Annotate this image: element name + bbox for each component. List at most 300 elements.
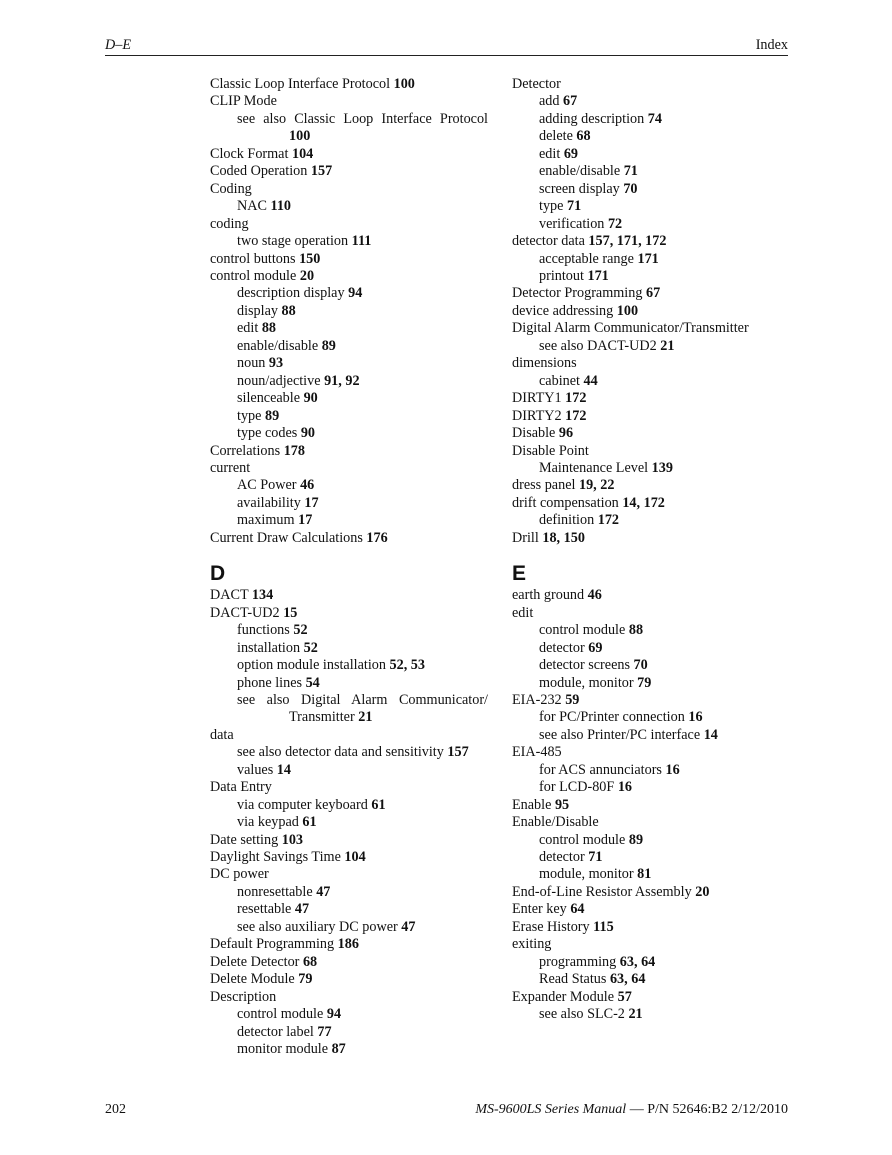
index-entry bbox=[210, 425, 488, 442]
index-term: Read Status bbox=[539, 971, 607, 988]
index-page-refs: 176 bbox=[366, 529, 388, 546]
index-term: type bbox=[539, 198, 564, 215]
index-term: functions bbox=[237, 622, 290, 639]
index-page-refs: 71 bbox=[623, 163, 638, 180]
index-entry bbox=[512, 936, 790, 953]
index-term: Coding bbox=[210, 180, 252, 197]
index-page-refs: 90 bbox=[300, 425, 316, 442]
index-entry bbox=[512, 216, 790, 233]
index-term: dress panel bbox=[512, 477, 576, 494]
index-entry bbox=[512, 797, 790, 814]
index-term: DACT-UD2 bbox=[210, 604, 280, 621]
index-entry bbox=[210, 512, 488, 529]
footer-manual-title: MS-9600LS Series Manual bbox=[475, 1102, 627, 1117]
index-term: see also Digital Alarm Communicator/ bbox=[237, 691, 488, 708]
index-entry bbox=[512, 530, 790, 547]
section-heading-e: E bbox=[512, 562, 527, 586]
index-entry bbox=[210, 744, 488, 761]
index-term: for ACS annunciators bbox=[539, 761, 662, 778]
index-entry bbox=[512, 373, 790, 390]
index-term: see also auxiliary DC power bbox=[237, 918, 398, 935]
index-term: detector bbox=[539, 849, 585, 866]
index-page-refs: 87 bbox=[331, 1041, 346, 1058]
index-page-refs: 139 bbox=[651, 459, 673, 476]
index-term: see also DACT-UD2 bbox=[539, 337, 657, 354]
index-term: adding description bbox=[539, 110, 645, 127]
index-term: monitor module bbox=[237, 1041, 329, 1058]
index-entry bbox=[512, 303, 790, 320]
index-term: Date setting bbox=[210, 831, 279, 848]
index-entry bbox=[210, 373, 488, 390]
index-entry bbox=[512, 832, 790, 849]
page-number: 202 bbox=[105, 1102, 126, 1117]
index-entry bbox=[210, 709, 488, 726]
index-term: control module bbox=[237, 1006, 324, 1023]
index-page-refs: 47 bbox=[401, 918, 416, 935]
index-page-refs: 88 bbox=[261, 320, 277, 337]
index-term: display bbox=[237, 302, 278, 319]
index-page-refs: 21 bbox=[660, 337, 675, 354]
index-entry bbox=[512, 390, 790, 407]
index-term: Classic Loop Interface Protocol bbox=[210, 76, 391, 92]
index-entry bbox=[210, 285, 488, 302]
index-term: values bbox=[237, 761, 274, 778]
index-term: Delete Detector bbox=[210, 953, 300, 970]
index-entry bbox=[210, 443, 488, 460]
index-page-refs: 93 bbox=[268, 355, 284, 372]
index-page-refs: 89 bbox=[628, 831, 644, 848]
index-entry bbox=[512, 251, 790, 268]
index-term: control module bbox=[539, 831, 626, 848]
running-header-title: Index bbox=[755, 37, 788, 53]
index-term: device addressing bbox=[512, 302, 614, 319]
index-entry bbox=[210, 971, 488, 988]
index-term: Correlations bbox=[210, 442, 281, 459]
index-entry bbox=[512, 849, 790, 866]
index-page-refs: 100 bbox=[393, 76, 415, 92]
index-term: DACT bbox=[210, 587, 249, 604]
index-term: see also SLC-2 bbox=[539, 1006, 625, 1023]
index-term: Enter key bbox=[512, 901, 567, 918]
index-page-refs: 70 bbox=[623, 180, 638, 197]
index-page-refs: 20 bbox=[695, 883, 710, 900]
index-entry bbox=[210, 390, 488, 407]
index-entry bbox=[512, 1006, 790, 1023]
index-entry bbox=[210, 779, 488, 796]
index-entry bbox=[210, 797, 488, 814]
index-entry bbox=[210, 233, 488, 250]
index-entry bbox=[210, 814, 488, 831]
index-term: edit bbox=[539, 145, 561, 162]
index-term: AC Power bbox=[237, 477, 297, 494]
index-entry bbox=[512, 901, 790, 918]
index-page-refs: 171 bbox=[637, 250, 659, 267]
index-term: see also detector data and sensitivity bbox=[237, 744, 444, 761]
index-term: Drill bbox=[512, 529, 539, 546]
index-page-refs: 69 bbox=[588, 639, 603, 656]
index-page-refs: 47 bbox=[294, 901, 310, 918]
index-entry bbox=[210, 832, 488, 849]
index-page-refs: 150 bbox=[299, 250, 321, 267]
index-entry bbox=[210, 954, 488, 971]
footer-doc-info: — P/N 52646:B2 2/12/2010 bbox=[626, 1102, 788, 1117]
index-entry bbox=[210, 460, 488, 477]
index-term: Delete Module bbox=[210, 971, 295, 988]
index-entry bbox=[210, 1041, 488, 1058]
index-entry bbox=[512, 268, 790, 285]
index-entry bbox=[210, 76, 488, 93]
index-page-refs: 71 bbox=[588, 849, 603, 866]
index-page-refs: 77 bbox=[317, 1023, 332, 1040]
index-entry bbox=[210, 251, 488, 268]
index-entry bbox=[512, 425, 790, 442]
index-entry bbox=[210, 128, 488, 145]
index-term: edit bbox=[512, 604, 534, 621]
index-entry bbox=[512, 954, 790, 971]
index-page-refs: 94 bbox=[326, 1006, 342, 1023]
index-page-refs: 172 bbox=[597, 512, 619, 529]
index-entry bbox=[512, 675, 790, 692]
index-term: silenceable bbox=[237, 390, 301, 407]
index-page-refs: 178 bbox=[283, 442, 305, 459]
index-page-refs: 79 bbox=[637, 674, 652, 691]
index-term: CLIP Mode bbox=[210, 93, 277, 110]
index-entry bbox=[210, 268, 488, 285]
index-page-refs: 91, 92 bbox=[324, 372, 360, 389]
index-term: enable/disable bbox=[539, 163, 621, 180]
index-term: Detector bbox=[512, 76, 561, 92]
index-page-refs: 172 bbox=[565, 390, 587, 407]
index-entry bbox=[210, 692, 488, 709]
index-term: earth ground bbox=[512, 587, 585, 604]
index-entry bbox=[512, 338, 790, 355]
index-entry bbox=[210, 146, 488, 163]
index-entry bbox=[210, 762, 488, 779]
index-page-refs: 63, 64 bbox=[619, 953, 656, 970]
index-page-refs: 61 bbox=[302, 814, 317, 831]
index-term: type bbox=[237, 407, 262, 424]
index-page-refs: 100 bbox=[289, 128, 311, 145]
index-page-refs: 61 bbox=[371, 796, 386, 813]
index-term: detector label bbox=[237, 1023, 314, 1040]
footer-manual-info bbox=[475, 1102, 788, 1118]
index-page-refs: 57 bbox=[617, 988, 632, 1005]
index-term: Data Entry bbox=[210, 779, 272, 796]
index-entry bbox=[210, 605, 488, 622]
index-entry bbox=[512, 408, 790, 425]
index-page-refs: 100 bbox=[616, 302, 639, 319]
index-page-refs: 157 bbox=[447, 744, 469, 761]
index-term: for PC/Printer connection bbox=[539, 709, 685, 726]
index-entry bbox=[512, 919, 790, 936]
index-page-refs: 104 bbox=[344, 849, 366, 866]
index-entry bbox=[512, 320, 790, 337]
index-term: see also Printer/PC interface bbox=[539, 726, 701, 743]
index-entry bbox=[210, 657, 488, 674]
index-entry bbox=[512, 762, 790, 779]
index-term: enable/disable bbox=[237, 337, 319, 354]
index-entry bbox=[210, 919, 488, 936]
index-term: control module bbox=[210, 267, 297, 284]
index-page-refs: 19, 22 bbox=[578, 477, 615, 494]
index-page-refs: 67 bbox=[563, 93, 578, 110]
index-page-refs: 89 bbox=[321, 337, 336, 354]
index-entry bbox=[512, 779, 790, 796]
index-page-refs: 171 bbox=[587, 267, 609, 284]
index-entry bbox=[210, 622, 488, 639]
index-term: programming bbox=[539, 953, 617, 970]
index-page-refs: 104 bbox=[291, 145, 314, 162]
index-term: printout bbox=[539, 267, 584, 284]
index-term: maximum bbox=[237, 512, 295, 529]
index-term: for LCD-80F bbox=[539, 779, 615, 796]
index-entry bbox=[512, 657, 790, 674]
index-entry bbox=[512, 744, 790, 761]
index-entry bbox=[210, 495, 488, 512]
index-page-refs: 64 bbox=[570, 901, 585, 918]
index-term: Expander Module bbox=[512, 988, 615, 1005]
index-page-refs: 67 bbox=[645, 285, 661, 302]
index-term: definition bbox=[539, 512, 595, 529]
index-term: verification bbox=[539, 215, 605, 232]
index-term: Enable bbox=[512, 796, 552, 813]
index-entry bbox=[512, 605, 790, 622]
index-entry bbox=[512, 971, 790, 988]
index-entry bbox=[512, 76, 790, 93]
index-term: nonresettable bbox=[237, 883, 313, 900]
section-heading-d: D bbox=[210, 562, 226, 586]
index-page-refs: 16 bbox=[665, 761, 680, 778]
index-entry bbox=[512, 866, 790, 883]
index-entry bbox=[210, 727, 488, 744]
index-page-refs: 95 bbox=[554, 796, 570, 813]
index-page-refs: 96 bbox=[558, 425, 574, 442]
index-page-refs: 20 bbox=[299, 267, 315, 284]
index-term: Coded Operation bbox=[210, 163, 308, 180]
index-term: module, monitor bbox=[539, 674, 634, 691]
index-term: description display bbox=[237, 285, 345, 302]
index-term: cabinet bbox=[539, 372, 580, 389]
index-term: Disable bbox=[512, 425, 556, 442]
index-entry bbox=[210, 355, 488, 372]
index-term: detector bbox=[539, 639, 585, 656]
index-page-refs: 103 bbox=[281, 831, 303, 848]
index-term: Enable/Disable bbox=[512, 814, 599, 831]
index-page-refs: 14 bbox=[703, 726, 718, 743]
index-page-refs: 115 bbox=[593, 918, 614, 935]
index-term: Default Programming bbox=[210, 936, 335, 953]
index-term: Detector Programming bbox=[512, 285, 643, 302]
index-page-refs: 74 bbox=[647, 110, 662, 127]
index-entry bbox=[512, 285, 790, 302]
index-entry bbox=[512, 233, 790, 250]
index-page-refs: 110 bbox=[270, 198, 292, 215]
index-entry bbox=[512, 512, 790, 529]
index-term: Current Draw Calculations bbox=[210, 529, 363, 546]
index-term: acceptable range bbox=[539, 250, 634, 267]
index-entry bbox=[512, 355, 790, 372]
index-page-refs: 88 bbox=[281, 302, 296, 319]
index-page-refs: 15 bbox=[283, 604, 298, 621]
index-page-refs: 47 bbox=[316, 883, 331, 900]
index-entry bbox=[512, 163, 790, 180]
running-header-section-range: D–E bbox=[105, 37, 132, 53]
index-term: see also Classic Loop Interface Protocol bbox=[237, 110, 488, 127]
index-entry bbox=[210, 181, 488, 198]
index-page-refs: 63, 64 bbox=[609, 971, 646, 988]
index-entry bbox=[210, 1006, 488, 1023]
index-term: Erase History bbox=[512, 918, 590, 935]
index-term: phone lines bbox=[237, 674, 303, 691]
index-entry bbox=[210, 303, 488, 320]
index-entry bbox=[512, 495, 790, 512]
index-page-refs: 68 bbox=[576, 128, 591, 145]
index-page-refs: 157 bbox=[310, 163, 333, 180]
index-page-refs: 17 bbox=[304, 494, 319, 511]
index-entry bbox=[210, 989, 488, 1006]
index-page-refs: 134 bbox=[251, 587, 274, 604]
index-entry bbox=[512, 814, 790, 831]
index-term: data bbox=[210, 726, 234, 743]
index-term: option module installation bbox=[237, 657, 386, 674]
index-entry bbox=[210, 884, 488, 901]
index-entry bbox=[210, 477, 488, 494]
index-term: control module bbox=[539, 622, 626, 639]
index-term: dimensions bbox=[512, 355, 577, 372]
index-page-refs: 68 bbox=[302, 953, 318, 970]
index-entry bbox=[512, 111, 790, 128]
index-term: coding bbox=[210, 215, 249, 232]
index-term: add bbox=[539, 93, 560, 110]
index-page-refs: 44 bbox=[583, 372, 598, 389]
index-entry bbox=[210, 93, 488, 110]
index-page-refs: 172 bbox=[565, 407, 587, 424]
index-term: installation bbox=[237, 639, 301, 656]
header-divider bbox=[105, 55, 788, 56]
index-entry bbox=[512, 460, 790, 477]
index-entry bbox=[512, 622, 790, 639]
index-page-refs: 157, 171, 172 bbox=[588, 233, 667, 250]
index-page-refs: 186 bbox=[337, 936, 359, 953]
index-page-refs: 14 bbox=[276, 761, 291, 778]
index-page-refs: 17 bbox=[298, 512, 313, 529]
index-term: NAC bbox=[237, 198, 267, 215]
index-term: screen display bbox=[539, 180, 620, 197]
index-entry bbox=[210, 936, 488, 953]
index-term: End-of-Line Resistor Assembly bbox=[512, 883, 692, 900]
index-entry bbox=[512, 477, 790, 494]
index-entry bbox=[210, 901, 488, 918]
index-entry bbox=[210, 640, 488, 657]
index-entry bbox=[210, 587, 488, 604]
index-page-refs: 79 bbox=[298, 971, 313, 988]
index-entry bbox=[512, 884, 790, 901]
index-entry bbox=[512, 93, 790, 110]
index-entry bbox=[512, 128, 790, 145]
index-page-refs: 90 bbox=[303, 390, 318, 407]
index-term: Clock Format bbox=[210, 145, 289, 162]
index-column-right bbox=[512, 76, 790, 1024]
index-page-refs: 111 bbox=[351, 233, 372, 250]
index-page-refs: 52, 53 bbox=[389, 657, 425, 674]
index-entry bbox=[512, 709, 790, 726]
index-term: resettable bbox=[237, 901, 292, 918]
index-term: Maintenance Level bbox=[539, 459, 649, 476]
index-page-refs: 18, 150 bbox=[542, 529, 585, 546]
index-entry bbox=[512, 727, 790, 744]
index-entry bbox=[512, 181, 790, 198]
index-entry bbox=[512, 587, 790, 604]
index-page-refs: 52 bbox=[303, 639, 318, 656]
index-page-refs: 69 bbox=[563, 145, 579, 162]
index-entry bbox=[210, 111, 488, 128]
index-entry bbox=[512, 692, 790, 709]
index-term: delete bbox=[539, 128, 573, 145]
index-page-refs: 70 bbox=[633, 657, 648, 674]
index-term: module, monitor bbox=[539, 866, 634, 883]
index-page-refs: 71 bbox=[566, 198, 582, 215]
index-term: DIRTY1 bbox=[512, 390, 562, 407]
index-entry bbox=[210, 866, 488, 883]
index-entry bbox=[512, 146, 790, 163]
index-term: current bbox=[210, 459, 251, 476]
index-term: noun/adjective bbox=[237, 372, 321, 389]
index-entry bbox=[210, 1024, 488, 1041]
index-entry bbox=[512, 640, 790, 657]
index-page-refs: 89 bbox=[264, 407, 280, 424]
index-entry bbox=[210, 408, 488, 425]
index-entry bbox=[210, 530, 488, 547]
index-entry bbox=[210, 198, 488, 215]
index-entry bbox=[210, 320, 488, 337]
index-page-refs: 21 bbox=[358, 709, 373, 726]
index-page-refs: 54 bbox=[305, 674, 320, 691]
index-page-refs: 14, 172 bbox=[622, 494, 665, 511]
index-page-refs: 21 bbox=[628, 1006, 643, 1023]
index-term: type codes bbox=[237, 425, 298, 442]
index-column-left bbox=[210, 76, 488, 1058]
index-term: DIRTY2 bbox=[512, 407, 562, 424]
index-term: control buttons bbox=[210, 250, 296, 267]
index-term: exiting bbox=[512, 936, 552, 953]
index-term: noun bbox=[237, 355, 266, 372]
index-term: two stage operation bbox=[237, 233, 349, 250]
index-page-refs: 16 bbox=[617, 779, 633, 796]
index-term: Transmitter bbox=[289, 709, 355, 726]
index-term: edit bbox=[237, 320, 259, 337]
index-entry bbox=[210, 849, 488, 866]
index-entry bbox=[210, 675, 488, 692]
index-page-refs: 46 bbox=[587, 587, 602, 604]
index-term: EIA-232 bbox=[512, 691, 562, 708]
index-page-refs: 46 bbox=[300, 477, 315, 494]
index-term: via computer keyboard bbox=[237, 796, 368, 813]
index-entry bbox=[512, 989, 790, 1006]
index-term: EIA-485 bbox=[512, 744, 562, 761]
index-entry bbox=[512, 198, 790, 215]
index-term: Description bbox=[210, 988, 277, 1005]
index-page-refs: 94 bbox=[348, 285, 363, 302]
index-entry bbox=[512, 443, 790, 460]
index-page-refs: 52 bbox=[293, 622, 308, 639]
index-term: detector data bbox=[512, 233, 585, 250]
index-entry bbox=[210, 338, 488, 355]
index-entry bbox=[210, 216, 488, 233]
index-page-refs: 16 bbox=[688, 709, 703, 726]
index-page-refs: 81 bbox=[637, 866, 652, 883]
index-term: Digital Alarm Communicator/Transmitter bbox=[512, 320, 749, 337]
index-term: via keypad bbox=[237, 814, 299, 831]
